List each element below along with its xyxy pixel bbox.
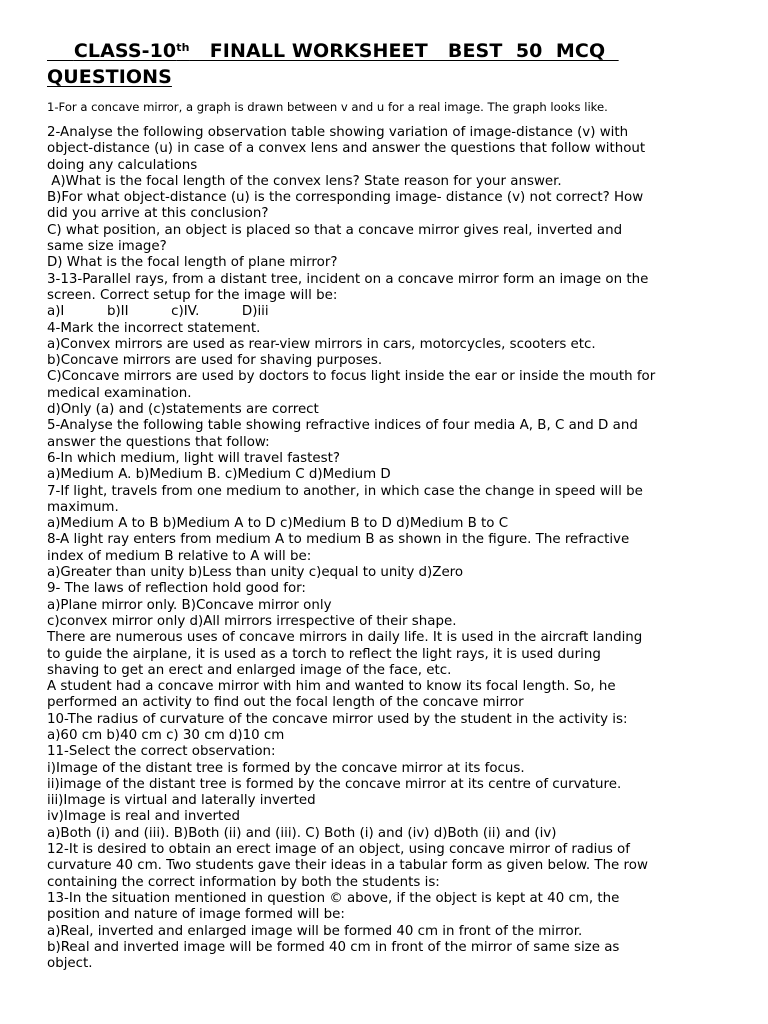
text-line: containing the correct information by both the students is: (47, 874, 440, 890)
worksheet-page (47, 38, 727, 972)
text-line: object. (47, 956, 93, 972)
text-line: d)Only (a) and (c)statements are correct (47, 402, 319, 418)
text-line: A)What is the focal length of the convex lens? State reason for your answer. (47, 173, 562, 189)
text-line: a)Plane mirror only. B)Concave mirror only (47, 597, 332, 613)
text-line: There are numerous uses of concave mirrors in daily life. It is used in the aircraft landing (47, 630, 643, 646)
title-worksheet-label: FINALL WORKSHEET BEST 50 MCQ (189, 40, 619, 62)
text-line: a)Medium A to B b)Medium A to D c)Medium B to D d)Medium B to C (47, 516, 509, 532)
text-line: a)Greater than unity b)Less than unity c)equal to unity d)Zero (47, 565, 464, 581)
text-line: 2-Analyse the following observation table showing variation of image-distance (v) with (47, 125, 629, 140)
text-line: 10-The radius of curvature of the concave mirror used by the student in the activity is: (47, 711, 628, 727)
text-line: medical examination. (47, 385, 192, 401)
text-line: 5-Analyse the following table showing refractive indices of four media A, B, C and D and (47, 418, 638, 434)
text-line: 8-A light ray enters from medium A to medium B as shown in the figure. The refractive (47, 532, 630, 548)
text-line: a)Real, inverted and enlarged image will be formed 40 cm in front of the mirror. (47, 923, 583, 939)
text-line: i)Image of the distant tree is formed by the concave mirror at its focus. (47, 760, 525, 776)
text-line: answer the questions that follow: (47, 434, 270, 450)
page-title (47, 38, 727, 90)
text-line: iv)Image is real and inverted (47, 809, 240, 825)
text-line: C) what position, an object is placed so that a concave mirror gives real, inverted and (47, 222, 623, 238)
text-line: 4-Mark the incorrect statement. (47, 320, 261, 336)
text-line: index of medium B relative to A will be: (47, 548, 312, 564)
text-line: b)Concave mirrors are used for shaving purposes. (47, 353, 383, 369)
text-line: 12-It is desired to obtain an erect image of an object, using concave mirror of radius of (47, 842, 630, 858)
text-line: 3-13-Parallel rays, from a distant tree, incident on a concave mirror form an image on the (47, 271, 649, 287)
text-line: doing any calculations (47, 157, 198, 173)
text-line: to guide the airplane, it is used as a torch to reflect the light rays, it is used during (47, 646, 601, 662)
text-line: screen. Correct setup for the image will be: (47, 287, 338, 303)
text-line: c)convex mirror only d)All mirrors irrespective of their shape. (47, 613, 457, 629)
text-line: a)Medium A. b)Medium B. c)Medium C d)Medium D (47, 467, 391, 483)
title-questions-label: QUESTIONS (47, 66, 172, 88)
question-1: 1-For a concave mirror, a graph is drawn between v and u for a real image. The graph looks like. (47, 100, 608, 114)
text-line: position and nature of image formed will be: (47, 907, 345, 923)
text-line: a)60 cm b)40 cm c) 30 cm d)10 cm (47, 727, 285, 743)
question-list (47, 125, 727, 972)
text-line: C)Concave mirrors are used by doctors to focus light inside the ear or inside the mouth for (47, 369, 656, 385)
text-line: D) What is the focal length of plane mirror? (47, 255, 338, 271)
text-line: a)I b)II c)IV. D)iii (47, 304, 269, 320)
text-line: 9- The laws of reflection hold good for: (47, 581, 306, 597)
text-line: a)Both (i) and (iii). B)Both (ii) and (iii). C) Both (i) and (iv) d)Both (ii) and (iv) (47, 825, 557, 841)
text-line: b)Real and inverted image will be formed 40 cm in front of the mirror of same size as (47, 939, 620, 955)
text-line: performed an activity to find out the focal length of the concave mirror (47, 695, 524, 711)
text-line: object-distance (u) in case of a convex lens and answer the questions that follow without (47, 141, 646, 157)
text-line: maximum. (47, 499, 119, 515)
text-line: 11-Select the correct observation: (47, 744, 276, 760)
text-line: shaving to get an erect and enlarged image of the face, etc. (47, 662, 452, 678)
text-line: same size image? (47, 239, 167, 255)
text-line: did you arrive at this conclusion? (47, 206, 269, 222)
text-line: ii)image of the distant tree is formed by the concave mirror at its centre of curvature. (47, 776, 622, 792)
text-line: 7-If light, travels from one medium to another, in which case the change in speed will be (47, 483, 643, 499)
text-line: 6-In which medium, light will travel fastest? (47, 450, 340, 466)
text-line: A student had a concave mirror with him and wanted to know its focal length. So, he (47, 679, 616, 695)
text-line: iii)Image is virtual and laterally inverted (47, 793, 316, 809)
text-line: curvature 40 cm. Two students gave their ideas in a tabular form as given below. The row (47, 858, 648, 874)
text-line: B)For what object-distance (u) is the corresponding image- distance (v) not correct? How (47, 190, 644, 206)
text-line: 13-In the situation mentioned in question © above, if the object is kept at 40 cm, the (47, 890, 620, 906)
title-superscript: th (176, 41, 190, 54)
title-class-label: CLASS-10 (47, 40, 177, 62)
text-line: a)Convex mirrors are used as rear-view mirrors in cars, motorcycles, scooters etc. (47, 336, 596, 352)
